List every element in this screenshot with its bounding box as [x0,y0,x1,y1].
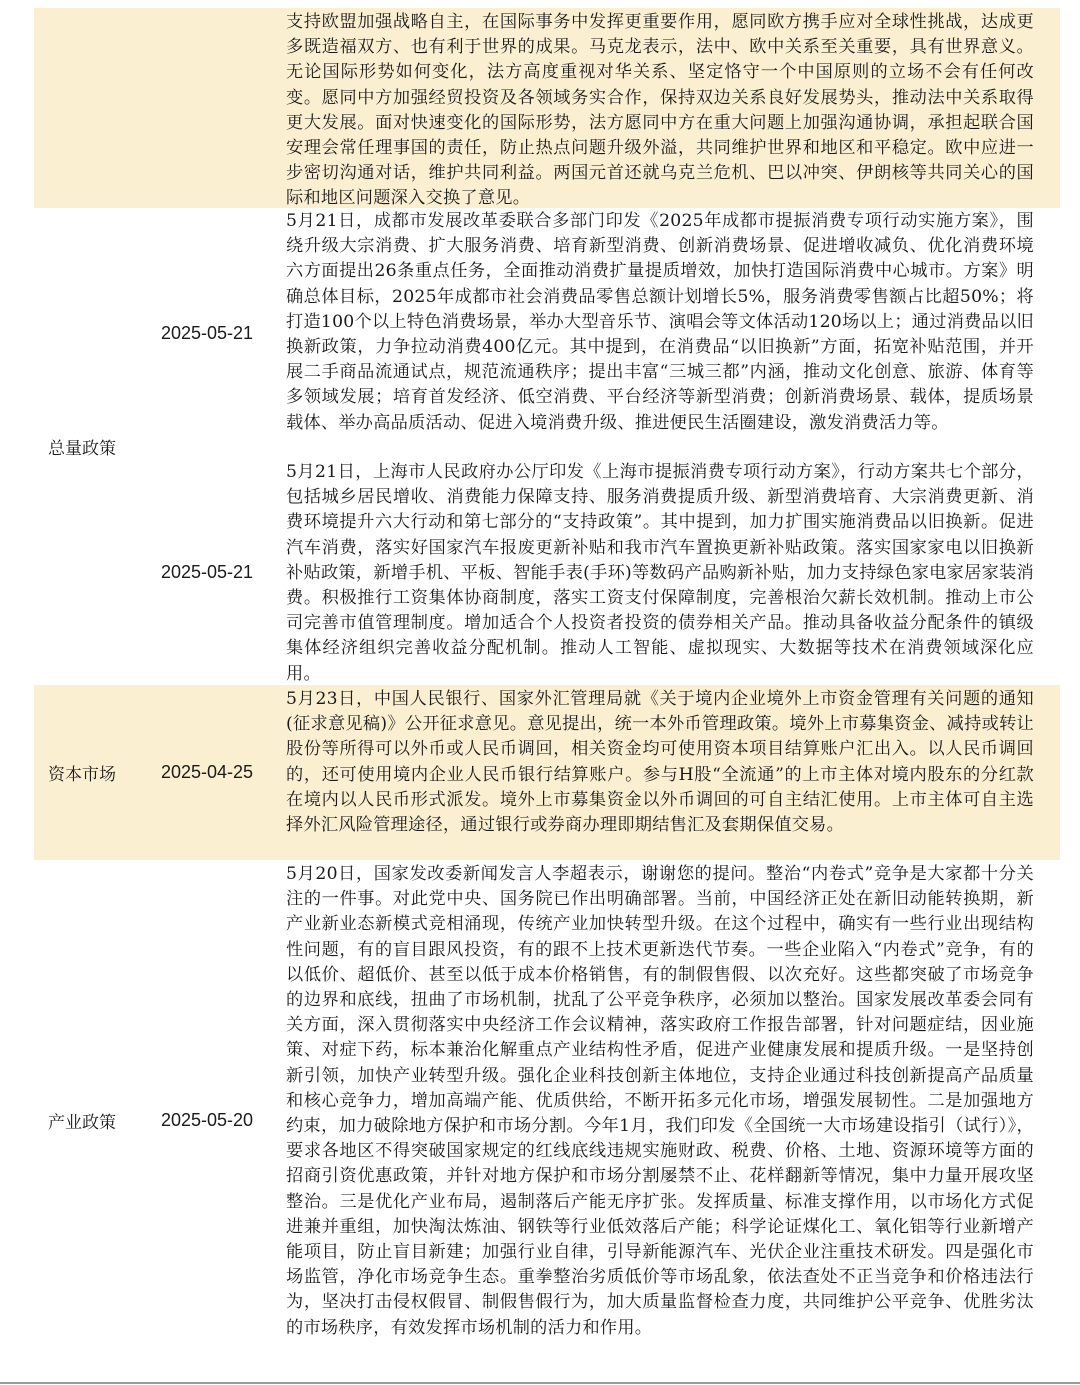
row-group-stack [132,208,1060,685]
content-text: 5月21日，成都市发展改革委联合多部门印发《2025年成都市提振消费专项行动实施方案》，围绕升级大宗消费、扩大服务消费、培育新型消费、创新消费场景、促进增收减负、优化消费环境六方面提出26条重点任务，全面推动消费扩量提质增效，加快打造国际消费中心城市。方案》明确总体目标，2025年成都市社会消费品零售总额计划增长5%，服务消费零售额占比超50%；将打造100个以上特色消费场景，举办大型音乐节、演唱会等文体活动120场以上；通过消费品以旧换新政策，力争拉动消费400亿元。其中提到，在消费品“以旧换新”方面，拓宽补贴范围，并开展二手商品流通试点，规范流通秩序；提出丰富“三城三都”内涵，推动文化创意、旅游、体育等多领域发展；培育首发经济、低空消费、平台经济等新型消费；创新消费场景、载体，提质场景载体、举办高品质活动、促进入境消费升级、推进便民生活圈建设，激发消费活力等。 [286,211,1034,433]
content-text: 5月21日，上海市人民政府办公厅印发《上海市提振消费专项行动方案》，行动方案共七个部分，包括城乡居民增收、消费能力保障支持、服务消费提质升级、新型消费培育、大宗消费更新、消费环境提升六大行动和第七部分的“支持政策”。其中提到，加力扩围实施消费品以旧换新。促进汽车消费，落实好国家汽车报废更新补贴和我市汽车置换更新补贴政策。落实国家家电以旧换新补贴政策，新增手机、平板、智能手表(手环)等数码产品购新补贴，加力支持绿色家电家居家装消费。积极推行工资集体协商制度，落实工资支付保障制度，完善根治欠薪长效机制。推动上市公司完善市值管理制度。增加适合个人投资者投资的债券相关产品。推动具备收益分配条件的镇级集体经济组织完善收益分配机制。推动人工智能、虚拟现实、大数据等技术在消费领域深化应用。 [286,462,1034,684]
date-cell: 2025-05-21 [160,561,254,582]
content-cell [282,685,1060,860]
date-cell: 2025-04-25 [160,762,254,782]
policy-table [34,8,1060,1380]
date-cell: 2025-05-21 [160,323,254,343]
date-cell [132,8,282,208]
table-row [132,459,1060,685]
category-cell [34,8,132,208]
page-bottom-divider [0,1382,1080,1384]
date-cell: 2025-05-20 [160,1109,254,1130]
table-row [34,685,1060,860]
content-cell [282,459,1060,685]
content-cell [282,8,1060,208]
row-group-total-policy [34,208,1060,685]
table-row [132,208,1060,459]
content-text: 5月20日，国家发改委新闻发言人李超表示，谢谢您的提问。整治“内卷式”竞争是大家都十分关注的一件事。对此党中央、国务院已作出明确部署。当前，中国经济正处在新旧动能转换期，新产业新业态新模式竞相涌现，传统产业加快转型升级。在这个过程中，确实有一些行业出现结构性问题，有的盲目跟风投资，有的跟不上技术更新迭代节奏。一些企业陷入“内卷式”竞争，有的以低价、超低价、甚至以低于成本价格销售，有的制假售假、以次充好。这些都突破了市场竞争的边界和底线，扭曲了市场机制，扰乱了公平竞争秩序，必须加以整治。国家发展改革委会同有关方面，深入贯彻落实中央经济工作会议精神，落实政府工作报告部署，针对问题症结，因业施策、对症下药，标本兼治化解重点产业结构性矛盾，促进产业健康发展和提质升级。一是坚持创新引领，加快产业转型升级。强化企业科技创新主体地位，支持企业通过科技创新提高产品质量和核心竞争力，增加高端产能、优质供给，不断开拓多元化市场，增强发展韧性。二是加强地方约束，加力破除地方保护和市场分割。今年1月，我们印发《全国统一大市场建设指引（试行）》，要求各地区不得突破国家规定的红线底线违规实施财政、税费、价格、土地、资源环境等方面的招商引资优惠政策，并针对地方保护和市场分割屡禁不止、花样翻新等情况，集中力量开展攻坚整治。三是优化产业布局，遏制落后产能无序扩张。发挥质量、标准支撑作用，以市场化方式促进兼并重组，加快淘汰炼油、钢铁等行业低效落后产能；科学论证煤化工、氧化铝等行业新增产能项目，防止盲目新建；加强行业自律，引导新能源汽车、光伏企业注重技术研发。四是强化市场监管，净化市场竞争生态。重拳整治劣质低价等市场乱象，依法查处不正当竞争和价格违法行为，坚决打击侵权假冒、制假售假行为，加大质量监督检查力度，共同维护公平竞争、优胜劣汰的市场秩序，有效发挥市场机制的活力和作用。 [286,864,1034,1338]
table-row [34,860,1060,1380]
category-cell: 资本市场 [48,765,116,785]
content-cell [282,208,1060,459]
content-text: 支持欧盟加强战略自主，在国际事务中发挥更重要作用，愿同欧方携手应对全球性挑战，达成更多既造福双方、也有利于世界的成果。马克龙表示，法中、欧中关系至关重要，具有世界意义。无论国际形势如何变化，法方高度重视对华关系、坚定恪守一个中国原则的立场不会有任何改变。愿同中方加强经贸投资及各领域务实合作，保持双边关系良好发展势头，推动法中关系取得更大发展。面对快速变化的国际形势，法方愿同中方在重大问题上加强沟通协调，承担起联合国安理会常任理事国的责任，防止热点问题升级外溢，共同维护世界和地区和平稳定。欧中应进一步密切沟通对话，维护共同利益。两国元首还就乌克兰危机、巴以冲突、伊朗核等共同关心的国际和地区问题深入交换了意见。 [286,12,1034,209]
content-cell [282,860,1060,1380]
table-row [34,8,1060,208]
category-cell: 产业政策 [48,1112,116,1133]
content-text: 5月23日，中国人民银行、国家外汇管理局就《关于境内企业境外上市资金管理有关问题的通知(征求意见稿)》公开征求意见。意见提出，统一本外币管理政策。境外上市募集资金、减持或转让股份等所得可以外币或人民币调回，相关资金均可使用资本项目结算账户汇出入。以人民币调回的，还可使用境内企业人民币银行结算账户。参与H股“全流通”的上市主体对境内股东的分红款在境内以人民币形式派发。境外上市募集资金以外币调回的可自主结汇使用。上市主体可自主选择外汇风险管理途径，通过银行或券商办理即期结售汇及套期保值交易。 [286,689,1034,836]
category-cell: 总量政策 [48,439,116,459]
